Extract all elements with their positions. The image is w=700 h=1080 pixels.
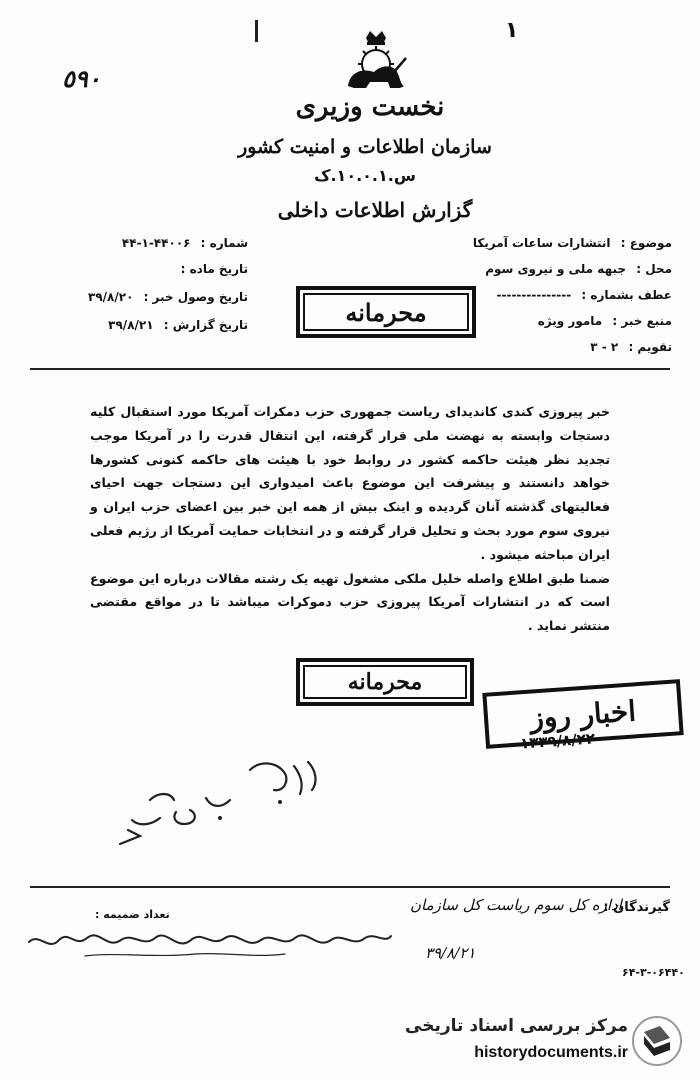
page-number: ٥٩٠ [62, 64, 101, 93]
field-number-value: ۴۴۰۰۶-۱-۴۴ [121, 236, 191, 250]
lion-sun-emblem [340, 28, 412, 94]
field-source [538, 314, 672, 328]
handwritten-note [25, 922, 395, 962]
report-title: گزارش اطلاعات داخلی [277, 198, 473, 222]
news-stamp: اخبار روز [482, 679, 683, 749]
recipients-label: گیرندگان : [603, 900, 670, 915]
field-location [485, 262, 672, 276]
field-evaluation [590, 340, 672, 354]
field-receipt-date-label: تاریخ وصول خبر : [143, 290, 248, 304]
field-subject-value: انتشارات ساعات آمریکا [472, 236, 611, 250]
field-subject-label: موضوع : [620, 236, 672, 250]
field-number-label: شماره : [200, 236, 248, 250]
confidential-stamp-top: محرمانه [296, 286, 476, 338]
archive-logo-icon [630, 1014, 684, 1068]
corner-mark: ١ [505, 18, 519, 43]
field-subject [473, 236, 672, 250]
field-receipt-date-value: ۳۹/۸/۲۰ [88, 290, 134, 304]
field-report-date-label: تاریخ گزارش : [163, 318, 248, 332]
attachments-label: تعداد ضمیمه : [95, 908, 170, 921]
field-evaluation-value: ۲ - ۳ [590, 340, 619, 354]
field-source-value: مامور ویژه [537, 314, 603, 328]
report-body [90, 400, 610, 638]
body-paragraph: خبر پیروزی کندی کاندیدای ریاست جمهوری حزب دمکرات آمریکا مورد استقبال کلیه دستجات وابسته به نهضت ملی قرار گرفته، این انتقال قدرت را در آمریکا موجب تجدید نظر هیئت حاکمه کشور در روابط خود با هیئت های حاکمه کنونی کشورها خواهد دانستند و پیشرفت این موضوع باعث امیدواری این دستجات جهت احیای فعالیتهای گذشته آنان گردیده و اینک بیش از همه این خبر بین اعضای حزب ایران و نیروی سوم مورد بحث و تحلیل قرار گرفته و در انتخابات حمایت آمریکا از رژیم فعلی ایران مباحثه میشود . [90, 404, 610, 562]
body-paragraph: ضمنا طبق اطلاع واصله خلیل ملکی مشغول تهیه یک رشته مقالات درباره این موضوع است که در انتشارات آمریکا پیروزی حزب دموکرات میباشد تا در مواقع مقتضی منتشر نماید . [90, 570, 610, 634]
organization-name: سازمان اطلاعات و امنیت کشور [238, 136, 492, 158]
field-event-date-label: تاریخ ماده : [180, 262, 248, 276]
field-location-label: محل : [636, 262, 672, 276]
field-reference-value: --------------- [496, 288, 572, 302]
footer-divider [30, 886, 670, 888]
field-evaluation-label: تقویم : [628, 340, 672, 354]
handwritten-margin-note [80, 740, 340, 850]
bottom-code: ۶۴-۳-۰۶۴۴۰ [622, 966, 685, 979]
watermark-title: مرکز بررسی اسناد تاریخی [405, 1016, 628, 1036]
field-event-date [28, 262, 248, 276]
form-code: س.۱۰.۰.۱.ک [314, 166, 416, 185]
field-reference-label: عطف بشماره : [581, 288, 672, 302]
field-receipt-date [28, 290, 248, 304]
recipients-value: اداره کل سوم ریاست کل سازمان [410, 896, 622, 914]
office-title: نخست وزیری [295, 92, 445, 122]
header-divider [30, 368, 670, 370]
news-stamp-date: ۱۳۳۹/۸/۲۲ [519, 729, 596, 753]
tick-mark [255, 20, 258, 42]
field-source-label: منبع خبر : [612, 314, 672, 328]
recipients-date: ۳۹/۸/۲۱ [425, 944, 476, 962]
field-report-date-value: ۳۹/۸/۲۱ [108, 318, 154, 332]
field-reference [497, 288, 673, 302]
field-number [28, 236, 248, 250]
field-report-date [28, 318, 248, 332]
field-location-value: جبهه ملی و نیروی سوم [485, 262, 627, 276]
confidential-stamp-bottom: محرمانه [296, 658, 474, 706]
watermark-url: historydocuments.ir [474, 1044, 628, 1061]
